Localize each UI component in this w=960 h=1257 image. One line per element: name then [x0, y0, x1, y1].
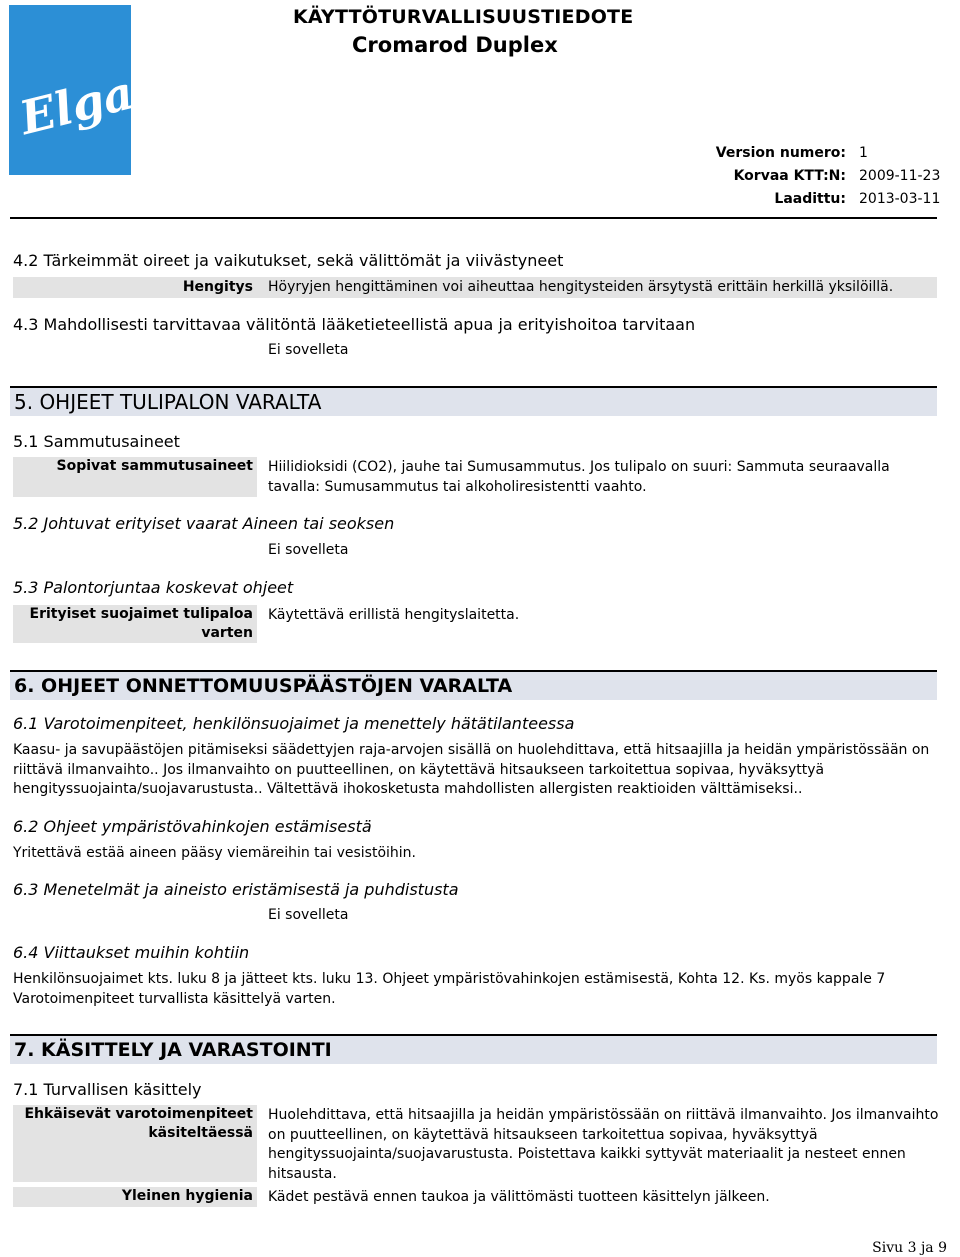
s42-label: Hengitys: [13, 278, 257, 297]
section-6-bar: [10, 670, 937, 700]
s64-line-1: Henkilönsuojaimet kts. luku 8 ja jätteet kts. luku 13. Ohjeet ympäristövahinkojen estämisestä, Kohta 12. Ks. myös kappale 7: [13, 971, 886, 987]
s51-value-line-1: Hiilidioksidi (CO2), jauhe tai Sumusammutus. Jos tulipalo on suuri: Sammuta seuraavalla: [268, 459, 890, 475]
s64-heading: 6.4 Viittaukset muihin kohtiin: [13, 943, 250, 962]
s62-text: Yritettävä estää aineen pääsy viemäreihin tai vesistöihin.: [13, 845, 416, 861]
document-title: KÄYTTÖTURVALLISUUSTIEDOTE: [293, 6, 634, 28]
s52-value: Ei sovelleta: [268, 542, 349, 558]
version-label: Version numero:: [715, 145, 846, 161]
section-5-bar: [10, 386, 937, 416]
s61-line-1: Kaasu- ja savupäästöjen pitämiseksi säädettyjen raja-arvojen sisällä on huolehdittava, että hitsaajilla ja heidän ympäristössään on: [13, 742, 930, 758]
s51-label: Sopivat sammutusaineet: [13, 457, 257, 497]
prepared-label: Laadittu:: [774, 191, 846, 207]
s61-line-2: riittävä ilmanvaihto.. Jos ilmanvaihto on puutteellinen, on käytettävä hitsaukseen tarkoitettua sopivaa, hyväksyttyä: [13, 761, 825, 778]
s64-text: [13, 970, 937, 1009]
replaces-label: Korvaa KTT:N:: [733, 168, 846, 184]
s71-row1-line-1: Huolehdittava, että hitsaajilla ja heidän ympäristössään on riittävä ilmanvaihto. Jos ilmanvaihto: [268, 1107, 939, 1123]
s71-heading: 7.1 Turvallisen käsittely: [13, 1080, 202, 1099]
page-number: Sivu 3 ja 9: [872, 1240, 947, 1256]
elga-logo: [9, 5, 131, 175]
s71-row1-label: [13, 1105, 257, 1182]
s51-value-line-2: tavalla: Sumusammutus tai alkoholiresistentti vaahto.: [268, 478, 647, 495]
product-name: Cromarod Duplex: [352, 33, 558, 57]
s61-text: [13, 741, 937, 800]
s71-row1-line-4: hitsausta.: [268, 1165, 337, 1182]
section-5-title: 5. OHJEET TULIPALON VARALTA: [14, 390, 322, 414]
s71-row1-line-2: on puutteellinen, on käytettävä hitsaukseen tarkoitettua sopivaa, hyväksyttyä: [268, 1126, 818, 1143]
s51-heading: 5.1 Sammutusaineet: [13, 432, 180, 451]
s62-heading: 6.2 Ohjeet ympäristövahinkojen estämisestä: [13, 817, 372, 836]
s71-row1-line-3: hengityssuojainta/suojavarustusta. Poistettava kaikki syttyvät materiaalit ja nesteet ennen: [268, 1146, 906, 1162]
s42-heading: 4.2 Tärkeimmät oireet ja vaikutukset, sekä välittömät ja viivästyneet: [13, 251, 564, 270]
s53-label-line-1: Erityiset suojaimet tulipaloa: [29, 606, 253, 622]
s63-value: Ei sovelleta: [268, 907, 349, 923]
prepared-value: 2013-03-11: [859, 191, 941, 207]
s53-label: [13, 605, 257, 643]
s53-label-line-2: varten: [201, 625, 253, 641]
logo-text: Elga: [14, 65, 131, 146]
s43-heading: 4.3 Mahdollisesti tarvittavaa välitöntä lääketieteellistä apua ja erityishoitoa tarvitaan: [13, 315, 696, 334]
section-6-title: 6. OHJEET ONNETTOMUUSPÄÄSTÖJEN VARALTA: [14, 675, 513, 697]
s53-heading: 5.3 Palontorjuntaa koskevat ohjeet: [13, 578, 294, 597]
s64-line-2: Varotoimenpiteet turvallista käsittelyä varten.: [13, 990, 336, 1007]
s71-row1-label-line-1: Ehkäisevät varotoimenpiteet: [24, 1106, 253, 1122]
s61-heading: 6.1 Varotoimenpiteet, henkilönsuojaimet ja menettely hätätilanteessa: [13, 714, 575, 733]
s53-value: Käytettävä erillistä hengityslaitetta.: [268, 607, 520, 623]
s71-row1-value: [268, 1106, 938, 1184]
section-7-bar: [10, 1034, 937, 1064]
s42-value: Höyryjen hengittäminen voi aiheuttaa hengitysteiden ärsytystä erittäin herkillä yksilöillä.: [268, 279, 894, 295]
header-divider: [10, 217, 937, 219]
section-7-title: 7. KÄSITTELY JA VARASTOINTI: [14, 1039, 332, 1061]
s52-heading: 5.2 Johtuvat erityiset vaarat Aineen tai seoksen: [13, 514, 395, 533]
version-value: 1: [859, 145, 868, 161]
s51-value: [268, 458, 890, 497]
s71-row1-label-line-2: käsiteltäessä: [148, 1125, 253, 1141]
elga-logo-mark: [9, 5, 131, 175]
s71-row2-value: Kädet pestävä ennen taukoa ja välittömästi tuotteen käsittelyn jälkeen.: [268, 1189, 770, 1205]
replaces-value: 2009-11-23: [859, 168, 941, 184]
s61-line-3: hengityssuojainta/suojavarustusta.. Vältettävä ihokosketusta mahdollisten allergisten reaktioiden välttämiseksi..: [13, 781, 803, 797]
s71-row2-label: Yleinen hygienia: [13, 1187, 257, 1207]
s43-value: Ei sovelleta: [268, 342, 349, 358]
s63-heading: 6.3 Menetelmät ja aineisto eristämisestä ja puhdistusta: [13, 880, 459, 899]
